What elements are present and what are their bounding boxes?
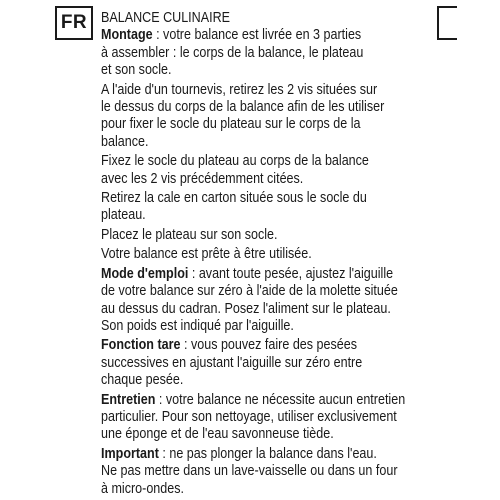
heading-fonction-tare: Fonction tare [101, 337, 181, 354]
heading-important: Important [101, 445, 159, 462]
heading-mode-emploi: Mode d'emploi [101, 265, 189, 282]
text-line: plateau. [101, 207, 146, 224]
text-line: : ne pas plonger la balance dans l'eau. [158, 445, 377, 462]
text-line: à micro-ondes. [101, 480, 185, 497]
text-line: Ne pas mettre dans un lave-vaisselle ou dans un four [101, 463, 398, 480]
frame-bracket [437, 6, 457, 40]
text-line: à assembler : le corps de la balance, le plateau [101, 44, 364, 61]
paragraph-place-plate [101, 227, 421, 244]
text-line: Placez le plateau sur son socle. [101, 226, 278, 243]
paragraph-montage [101, 27, 421, 79]
text-line: particulier. Pour son nettoyage, utiliser exclusivement [101, 408, 397, 425]
text-line: Retirez la cale en carton située sous le socle du [101, 190, 367, 207]
text-line: Votre balance est prête à être utilisée. [101, 246, 312, 263]
language-badge: FR [55, 6, 93, 40]
text-line: Fixez le socle du plateau au corps de la balance [101, 153, 369, 170]
text-line: : avant toute pesée, ajustez l'aiguille [188, 265, 394, 282]
text-line: balance. [101, 133, 149, 150]
heading-montage: Montage [101, 27, 153, 44]
text-line: : vous pouvez faire des pesées [180, 337, 358, 354]
paragraph-ready [101, 246, 421, 263]
text-line: au dessus du cadran. Posez l'aliment sur le plateau. [101, 300, 391, 317]
paragraph-mode-emploi [101, 266, 421, 336]
text-line: Son poids est indiqué par l'aiguille. [101, 317, 294, 334]
text-line: pour fixer le socle du plateau sur le corps de la [101, 116, 361, 133]
paragraph-entretien [101, 392, 421, 444]
paragraph-fonction-tare [101, 337, 421, 389]
heading-entretien: Entretien [101, 391, 156, 408]
text-line: une éponge et de l'eau savonneuse tiède. [101, 426, 334, 443]
paragraph-remove-wedge [101, 190, 421, 225]
paragraph-fix-base [101, 153, 421, 188]
paragraph-screws [101, 82, 421, 152]
text-line: A l'aide d'un tournevis, retirez les 2 vis situées sur [101, 81, 378, 98]
text-line: avec les 2 vis précédemment citées. [101, 170, 304, 187]
document-title: BALANCE CULINAIRE [101, 10, 231, 26]
text-line: successives en ajustant l'aiguille sur zéro entre [101, 354, 363, 371]
text-line: chaque pesée. [101, 372, 184, 389]
text-line: : votre balance est livrée en 3 parties [152, 27, 362, 44]
text-line: et son socle. [101, 62, 172, 79]
text-line: de votre balance sur zéro à l'aide de la molette située [101, 283, 398, 300]
manual-text [101, 10, 421, 500]
paragraph-important [101, 446, 421, 498]
text-line: le dessus du corps de la balance afin de les utiliser [101, 99, 385, 116]
text-line: : votre balance ne nécessite aucun entretien [155, 391, 406, 408]
